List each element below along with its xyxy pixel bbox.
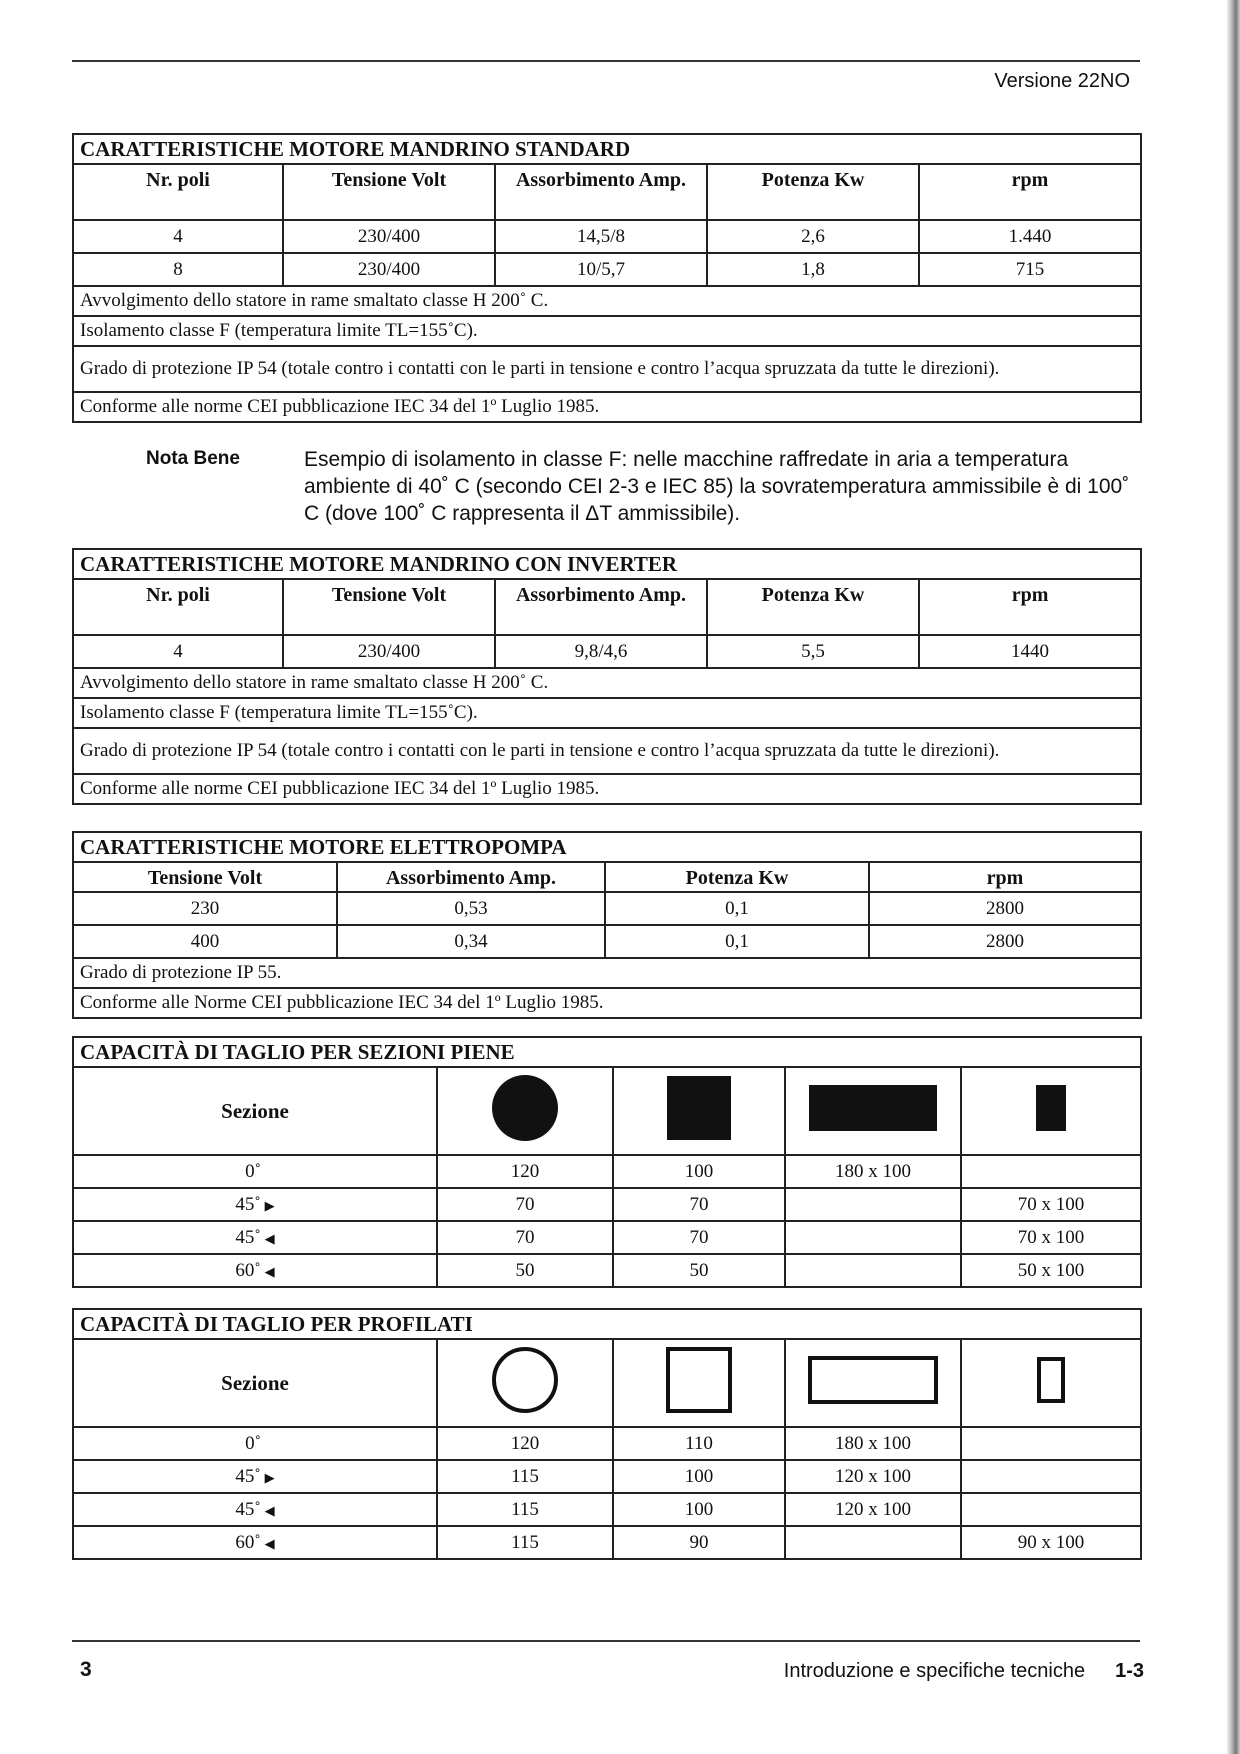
table-cell: 230/400	[283, 253, 495, 286]
table-cell: 115	[437, 1526, 613, 1559]
angle-label: 45˚	[235, 1193, 261, 1215]
table-cell: 90 x 100	[961, 1526, 1141, 1559]
table-cell: 110	[613, 1427, 785, 1460]
table-row	[73, 1155, 1141, 1188]
table-cell: 70 x 100	[961, 1221, 1141, 1254]
page-number: 3	[80, 1658, 92, 1681]
table-cell: 2,6	[707, 220, 919, 253]
table-cell: 10/5,7	[495, 253, 707, 286]
column-header: Potenza Kw	[707, 579, 919, 635]
angle-label: 60˚	[235, 1531, 261, 1553]
filled-rectangle-icon	[807, 1083, 939, 1133]
table-cell: 120	[437, 1427, 613, 1460]
table-cell: 4	[73, 635, 283, 668]
table-note: Isolamento classe F (temperatura limite TL=155˚C).	[73, 316, 1141, 346]
column-header: Nr. poli	[73, 579, 283, 635]
left-arrow-icon: ◀	[264, 1263, 275, 1279]
pump-motor-table	[72, 831, 1142, 1019]
table-cell: 1,8	[707, 253, 919, 286]
page-ref: 1-3	[1115, 1660, 1144, 1682]
table-row	[73, 253, 1141, 286]
table-note: Isolamento classe F (temperatura limite TL=155˚C).	[73, 698, 1141, 728]
table-cell: 715	[919, 253, 1141, 286]
column-header: Assorbimento Amp.	[337, 862, 605, 892]
table-row	[73, 1188, 1141, 1221]
table-cell: 8	[73, 253, 283, 286]
table-note: Avvolgimento dello statore in rame smaltato classe H 200˚ C.	[73, 668, 1141, 698]
inverter-motor-table	[72, 548, 1142, 805]
table-cell: 70	[613, 1221, 785, 1254]
left-arrow-icon: ◀	[264, 1502, 275, 1518]
angle-label: 60˚	[235, 1259, 261, 1281]
table-note: Avvolgimento dello statore in rame smaltato classe H 200˚ C.	[73, 286, 1141, 316]
table-cell: 1.440	[919, 220, 1141, 253]
table-cell: 4	[73, 220, 283, 253]
solid-section-table	[72, 1036, 1142, 1288]
table-cell	[961, 1427, 1141, 1460]
bottom-rule	[72, 1640, 1140, 1642]
column-header: rpm	[919, 579, 1141, 635]
left-arrow-icon: ◀	[264, 1535, 275, 1551]
table-row	[73, 220, 1141, 253]
table-cell: 120 x 100	[785, 1460, 961, 1493]
hollow-narrow-rectangle-icon	[1036, 1356, 1066, 1404]
table-cell: 100	[613, 1155, 785, 1188]
table-cell	[961, 1155, 1141, 1188]
table-title: CAPACITÀ DI TAGLIO PER SEZIONI PIENE	[73, 1037, 1141, 1067]
table-row	[73, 1221, 1141, 1254]
table-row	[73, 1254, 1141, 1287]
table-cell: 0,1	[605, 892, 869, 925]
table-cell: 50	[613, 1254, 785, 1287]
table-cell: 230	[73, 892, 337, 925]
table-title: CAPACITÀ DI TAGLIO PER PROFILATI	[73, 1309, 1141, 1339]
angle-label: 0˚	[245, 1160, 261, 1182]
table-cell: 90	[613, 1526, 785, 1559]
table-cell: 100	[613, 1493, 785, 1526]
section-label: Sezione	[73, 1067, 437, 1155]
table-cell: 1440	[919, 635, 1141, 668]
table-cell	[961, 1460, 1141, 1493]
right-arrow-icon: ▶	[264, 1197, 275, 1213]
table-row	[73, 635, 1141, 668]
table-row	[73, 925, 1141, 958]
table-row	[73, 1460, 1141, 1493]
filled-square-icon	[665, 1074, 733, 1142]
table-cell: 100	[613, 1460, 785, 1493]
table-cell	[785, 1254, 961, 1287]
angle-label: 45˚	[235, 1226, 261, 1248]
column-header: Nr. poli	[73, 164, 283, 220]
table-row	[73, 892, 1141, 925]
standard-motor-table	[72, 133, 1142, 423]
column-header: Assorbimento Amp.	[495, 164, 707, 220]
right-arrow-icon: ▶	[264, 1469, 275, 1485]
column-header: Potenza Kw	[707, 164, 919, 220]
table-cell	[785, 1221, 961, 1254]
table-note: Grado di protezione IP 55.	[73, 958, 1141, 988]
table-cell: 50	[437, 1254, 613, 1287]
table-cell: 2800	[869, 892, 1141, 925]
column-header: Tensione Volt	[283, 164, 495, 220]
column-header: rpm	[869, 862, 1141, 892]
column-header: Tensione Volt	[283, 579, 495, 635]
table-cell: 70	[437, 1188, 613, 1221]
version-label: Versione 22NO	[994, 70, 1130, 92]
profile-section-table	[72, 1308, 1142, 1560]
filled-narrow-rectangle-icon	[1034, 1083, 1068, 1133]
column-header: Assorbimento Amp.	[495, 579, 707, 635]
angle-label: 0˚	[245, 1432, 261, 1454]
table-cell: 0,53	[337, 892, 605, 925]
table-cell: 0,34	[337, 925, 605, 958]
footer-section	[784, 1660, 1144, 1683]
table-cell	[961, 1493, 1141, 1526]
table-note: Conforme alle norme CEI pubblicazione IEC 34 del 1º Luglio 1985.	[73, 774, 1141, 804]
table-cell: 120 x 100	[785, 1493, 961, 1526]
table-cell: 120	[437, 1155, 613, 1188]
angle-label: 45˚	[235, 1498, 261, 1520]
top-rule	[72, 60, 1140, 62]
hollow-rectangle-icon	[807, 1355, 939, 1405]
table-cell: 180 x 100	[785, 1427, 961, 1460]
table-cell: 50 x 100	[961, 1254, 1141, 1287]
table-note: Conforme alle norme CEI pubblicazione IEC 34 del 1º Luglio 1985.	[73, 392, 1141, 422]
table-cell: 70 x 100	[961, 1188, 1141, 1221]
table-cell: 70	[437, 1221, 613, 1254]
left-arrow-icon: ◀	[264, 1230, 275, 1246]
table-cell: 0,1	[605, 925, 869, 958]
table-cell: 5,5	[707, 635, 919, 668]
table-cell	[785, 1188, 961, 1221]
table-cell: 70	[613, 1188, 785, 1221]
table-cell: 230/400	[283, 220, 495, 253]
table-cell: 230/400	[283, 635, 495, 668]
table-row	[73, 1427, 1141, 1460]
table-cell: 400	[73, 925, 337, 958]
section-name: Introduzione e specifiche tecniche	[783, 1660, 1086, 1682]
nota-bene-label: Nota Bene	[146, 448, 240, 469]
column-header: Potenza Kw	[605, 862, 869, 892]
table-title: CARATTERISTICHE MOTORE MANDRINO CON INVERTER	[73, 549, 1141, 579]
table-row	[73, 1493, 1141, 1526]
table-cell: 9,8/4,6	[495, 635, 707, 668]
table-cell: 180 x 100	[785, 1155, 961, 1188]
nota-bene-text: Esempio di isolamento in classe F: nelle macchine raffredate in aria a temperatura ambiente di 40˚ C (secondo CEI 2-3 e IEC 85) la sovratemperatura ammissibile è di 100˚ C (dove 100˚ C rappresenta il ΔT ammissibile).	[304, 448, 1130, 525]
table-row	[73, 1526, 1141, 1559]
table-cell: 115	[437, 1460, 613, 1493]
angle-label: 45˚	[235, 1465, 261, 1487]
table-cell: 2800	[869, 925, 1141, 958]
hollow-square-icon	[665, 1346, 733, 1414]
table-cell	[785, 1526, 961, 1559]
table-note: Grado di protezione IP 54 (totale contro i contatti con le parti in tensione e contro l’acqua spruzzata da tutte le direzioni).	[73, 728, 1141, 774]
hollow-circle-icon	[490, 1345, 560, 1415]
table-title: CARATTERISTICHE MOTORE ELETTROPOMPA	[73, 832, 1141, 862]
table-note: Grado di protezione IP 54 (totale contro i contatti con le parti in tensione e contro l’acqua spruzzata da tutte le direzioni).	[73, 346, 1141, 392]
filled-circle-icon	[490, 1073, 560, 1143]
column-header: rpm	[919, 164, 1141, 220]
table-cell: 115	[437, 1493, 613, 1526]
scan-edge	[1226, 0, 1240, 1754]
table-cell: 14,5/8	[495, 220, 707, 253]
table-title: CARATTERISTICHE MOTORE MANDRINO STANDARD	[73, 134, 1141, 164]
column-header: Tensione Volt	[73, 862, 337, 892]
section-label: Sezione	[73, 1339, 437, 1427]
table-note: Conforme alle Norme CEI pubblicazione IEC 34 del 1º Luglio 1985.	[73, 988, 1141, 1018]
